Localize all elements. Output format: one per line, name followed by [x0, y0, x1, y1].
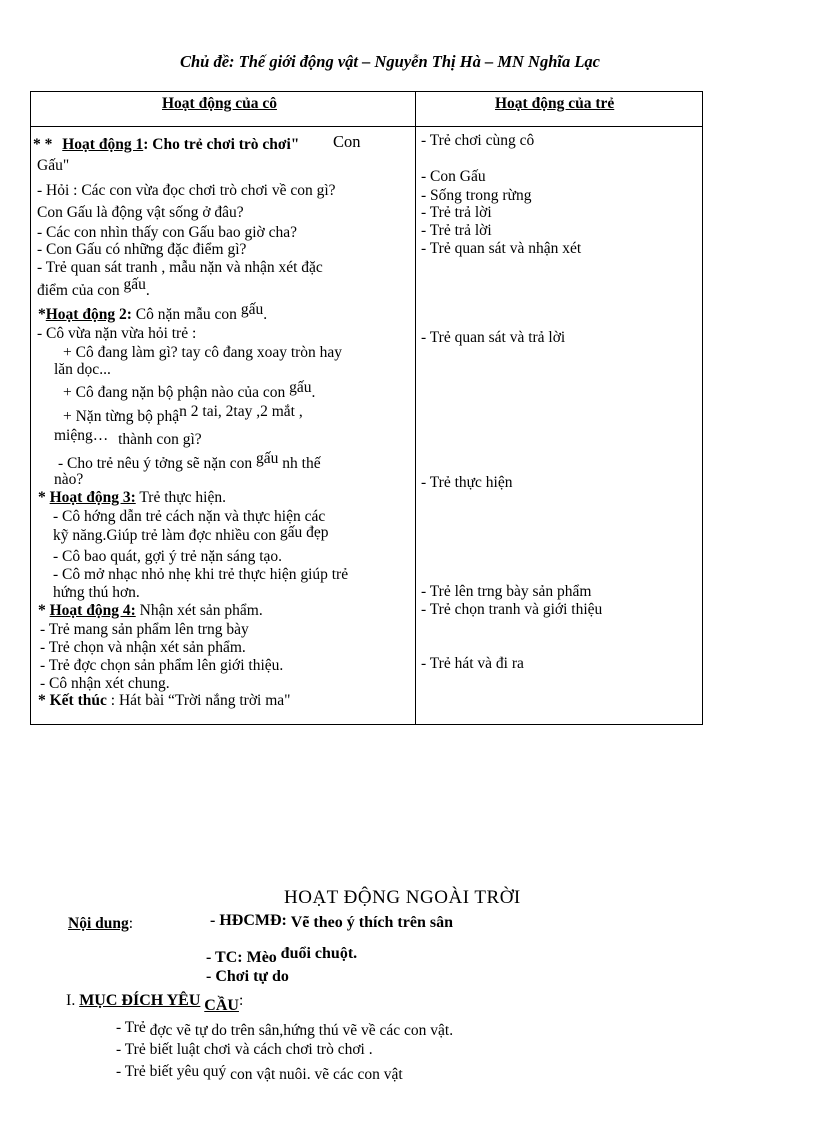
purpose-title: MỤC ĐÍCH YÊU — [79, 992, 201, 1009]
content-item-2 — [206, 945, 358, 966]
table-column-divider — [415, 91, 416, 725]
ending-line — [38, 692, 290, 709]
activity-4-label: Hoạt động 4: — [49, 602, 136, 619]
page-header: Chủ đề: Thế giới động vật – Nguyễn Thị Hà – MN Nghĩa Lạc — [180, 52, 600, 71]
teacher-line: - Con Gấu có những đặc điểm gì? — [37, 241, 247, 258]
outdoor-title: HOẠT ĐỘNG NGOÀI TRỜI — [284, 887, 521, 908]
purpose-text: đợc vẽ tự do trên sân,hứng thú vẽ về các con vật. — [149, 1022, 454, 1039]
activity-4-line — [38, 602, 263, 619]
content-item-2-label: - TC: Mèo — [206, 949, 277, 966]
activity-2-line — [38, 301, 268, 323]
content-item-3: - Chơi tự do — [206, 968, 289, 985]
activity-3-line — [38, 489, 226, 506]
child-line: - Trẻ trả lời — [421, 204, 492, 221]
activity-4-star: * — [38, 602, 46, 619]
teacher-line: - Cô hớng dẫn trẻ cách nặn và thực hiện các — [53, 508, 326, 525]
teacher-line: - Trẻ đợc chọn sản phẩm lên giới thiệu. — [40, 657, 284, 674]
child-line: - Trẻ trả lời — [421, 222, 492, 239]
activity-1-con: Con — [333, 132, 361, 151]
teacher-line — [63, 379, 316, 401]
activity-1-line — [33, 136, 299, 153]
teacher-line: - Cô mở nhạc nhỏ nhẹ khi trẻ thực hiện giúp trẻ — [53, 566, 349, 583]
activity-2-gau: gấu — [240, 301, 264, 318]
teacher-text: . — [311, 384, 316, 401]
content-label-line — [68, 915, 133, 932]
teacher-line: + Cô đang làm gì? tay cô đang xoay tròn hay — [63, 344, 343, 361]
teacher-line: lăn dọc... — [54, 361, 111, 378]
purpose-text: - Trẻ biết yêu quý — [116, 1063, 227, 1080]
purpose-title-cont: CẦU — [204, 997, 239, 1014]
teacher-line: - Cô bao quát, gợi ý trẻ nặn sáng tạo. — [53, 548, 283, 565]
activity-2-star: * — [38, 306, 46, 323]
purpose-colon: : — [238, 992, 244, 1009]
activity-2-label: Hoạt động — [45, 306, 116, 323]
child-line: - Con Gấu — [421, 168, 486, 185]
column-header-child: Hoạt động của trẻ — [495, 95, 615, 112]
activity-1-star: * * — [33, 136, 53, 153]
teacher-line: - Trẻ quan sát tranh , mẫu nặn và nhận xét đặc — [37, 259, 323, 276]
child-line: - Trẻ lên trng bày sản phẩm — [421, 583, 592, 600]
teacher-text: + Cô đang nặn bộ phận nào của con — [63, 384, 286, 401]
column-header-teacher: Hoạt động của cô — [162, 95, 277, 112]
purpose-text: con vật nuôi. vẽ các con vật — [230, 1066, 403, 1083]
table-header-divider — [30, 126, 703, 127]
teacher-text: - Cho trẻ nêu ý tởng sẽ nặn con — [58, 455, 253, 472]
ending-label: Kết thúc — [49, 692, 107, 709]
activity-1-gau: Gấu" — [37, 157, 70, 174]
ending-text: : Hát bài “Trời nắng trời ma" — [110, 692, 291, 709]
activity-3-star: * — [38, 489, 46, 506]
content-label: Nội dung — [68, 915, 129, 932]
teacher-line — [54, 427, 202, 448]
activity-4-text: Nhận xét sản phẩm. — [139, 602, 263, 619]
purpose-line-3 — [116, 1063, 403, 1083]
purpose-line-2: - Trẻ biết luật chơi và cách chơi trò chơi . — [116, 1041, 373, 1058]
activity-1-text: : Cho trẻ chơi trò chơi" — [143, 136, 300, 153]
teacher-text: kỹ năng.Giúp trẻ làm đợc nhiều con — [53, 527, 276, 544]
content-item-1-text: Vẽ theo ý thích trên sân — [290, 914, 453, 931]
child-line: - Trẻ quan sát và nhận xét — [421, 240, 582, 257]
child-line: - Trẻ hát và đi ra — [421, 655, 524, 672]
teacher-text: gấu — [256, 450, 279, 467]
child-line: - Trẻ thực hiện — [421, 474, 513, 491]
teacher-text: nh thế — [282, 455, 321, 472]
teacher-text: + Nặn từng bộ phậ — [63, 408, 180, 425]
child-line: - Trẻ chọn tranh và giới thiệu — [421, 601, 603, 618]
teacher-line: nào? — [54, 471, 84, 488]
child-line: - Sống trong rừng — [421, 187, 532, 204]
teacher-line: - Cô nhận xét chung. — [40, 675, 170, 692]
ending-star: * — [38, 692, 46, 709]
content-item-1 — [210, 912, 453, 929]
teacher-line: - Cô vừa nặn vừa hỏi trẻ : — [37, 325, 197, 342]
teacher-line: - Hỏi : Các con vừa đọc chơi trò chơi về con gì? — [37, 182, 336, 199]
teacher-line: - Các con nhìn thấy con Gấu bao giờ cha? — [37, 224, 297, 241]
teacher-text: điểm của con — [37, 282, 120, 299]
content-colon: : — [128, 915, 134, 932]
teacher-text: miệng… — [54, 427, 109, 444]
teacher-text: gấu — [123, 276, 146, 293]
teacher-text: thành con gì? — [118, 431, 202, 448]
activity-2-number: 2: — [118, 306, 132, 323]
teacher-text: gấu — [289, 379, 312, 396]
child-line: - Trẻ quan sát và trả lời — [421, 329, 566, 346]
teacher-text: gấu đẹp — [279, 524, 329, 541]
activity-2-dot: . — [263, 306, 268, 323]
teacher-text: n 2 tai, 2tay ,2 mắt , — [179, 403, 303, 420]
activity-3-label: Hoạt động 3: — [49, 489, 136, 506]
teacher-text: . — [145, 282, 150, 299]
purpose-heading — [66, 992, 244, 1014]
activity-3-text: Trẻ thực hiện. — [139, 489, 226, 506]
purpose-text: - Trẻ — [116, 1019, 146, 1036]
activity-2-text: Cô nặn mẫu con — [135, 306, 237, 323]
teacher-line: - Trẻ mang sản phẩm lên trng bày — [40, 621, 249, 638]
teacher-line — [37, 276, 150, 299]
content-item-1-label: - HĐCMĐ: — [210, 912, 287, 929]
teacher-line — [63, 403, 303, 425]
content-item-2-text: đuổi chuột. — [280, 945, 358, 962]
activity-1-label: Hoạt động 1 — [62, 136, 144, 153]
teacher-line: - Trẻ chọn và nhận xét sản phẩm. — [40, 639, 246, 656]
purpose-line-1 — [116, 1019, 454, 1039]
teacher-line: hứng thú hơn. — [53, 584, 140, 601]
child-line: - Trẻ chơi cùng cô — [421, 132, 535, 149]
teacher-line — [58, 450, 321, 472]
teacher-line: Con Gấu là động vật sống ở đâu? — [37, 204, 244, 221]
teacher-line — [53, 524, 329, 544]
purpose-number: I. — [66, 992, 76, 1009]
